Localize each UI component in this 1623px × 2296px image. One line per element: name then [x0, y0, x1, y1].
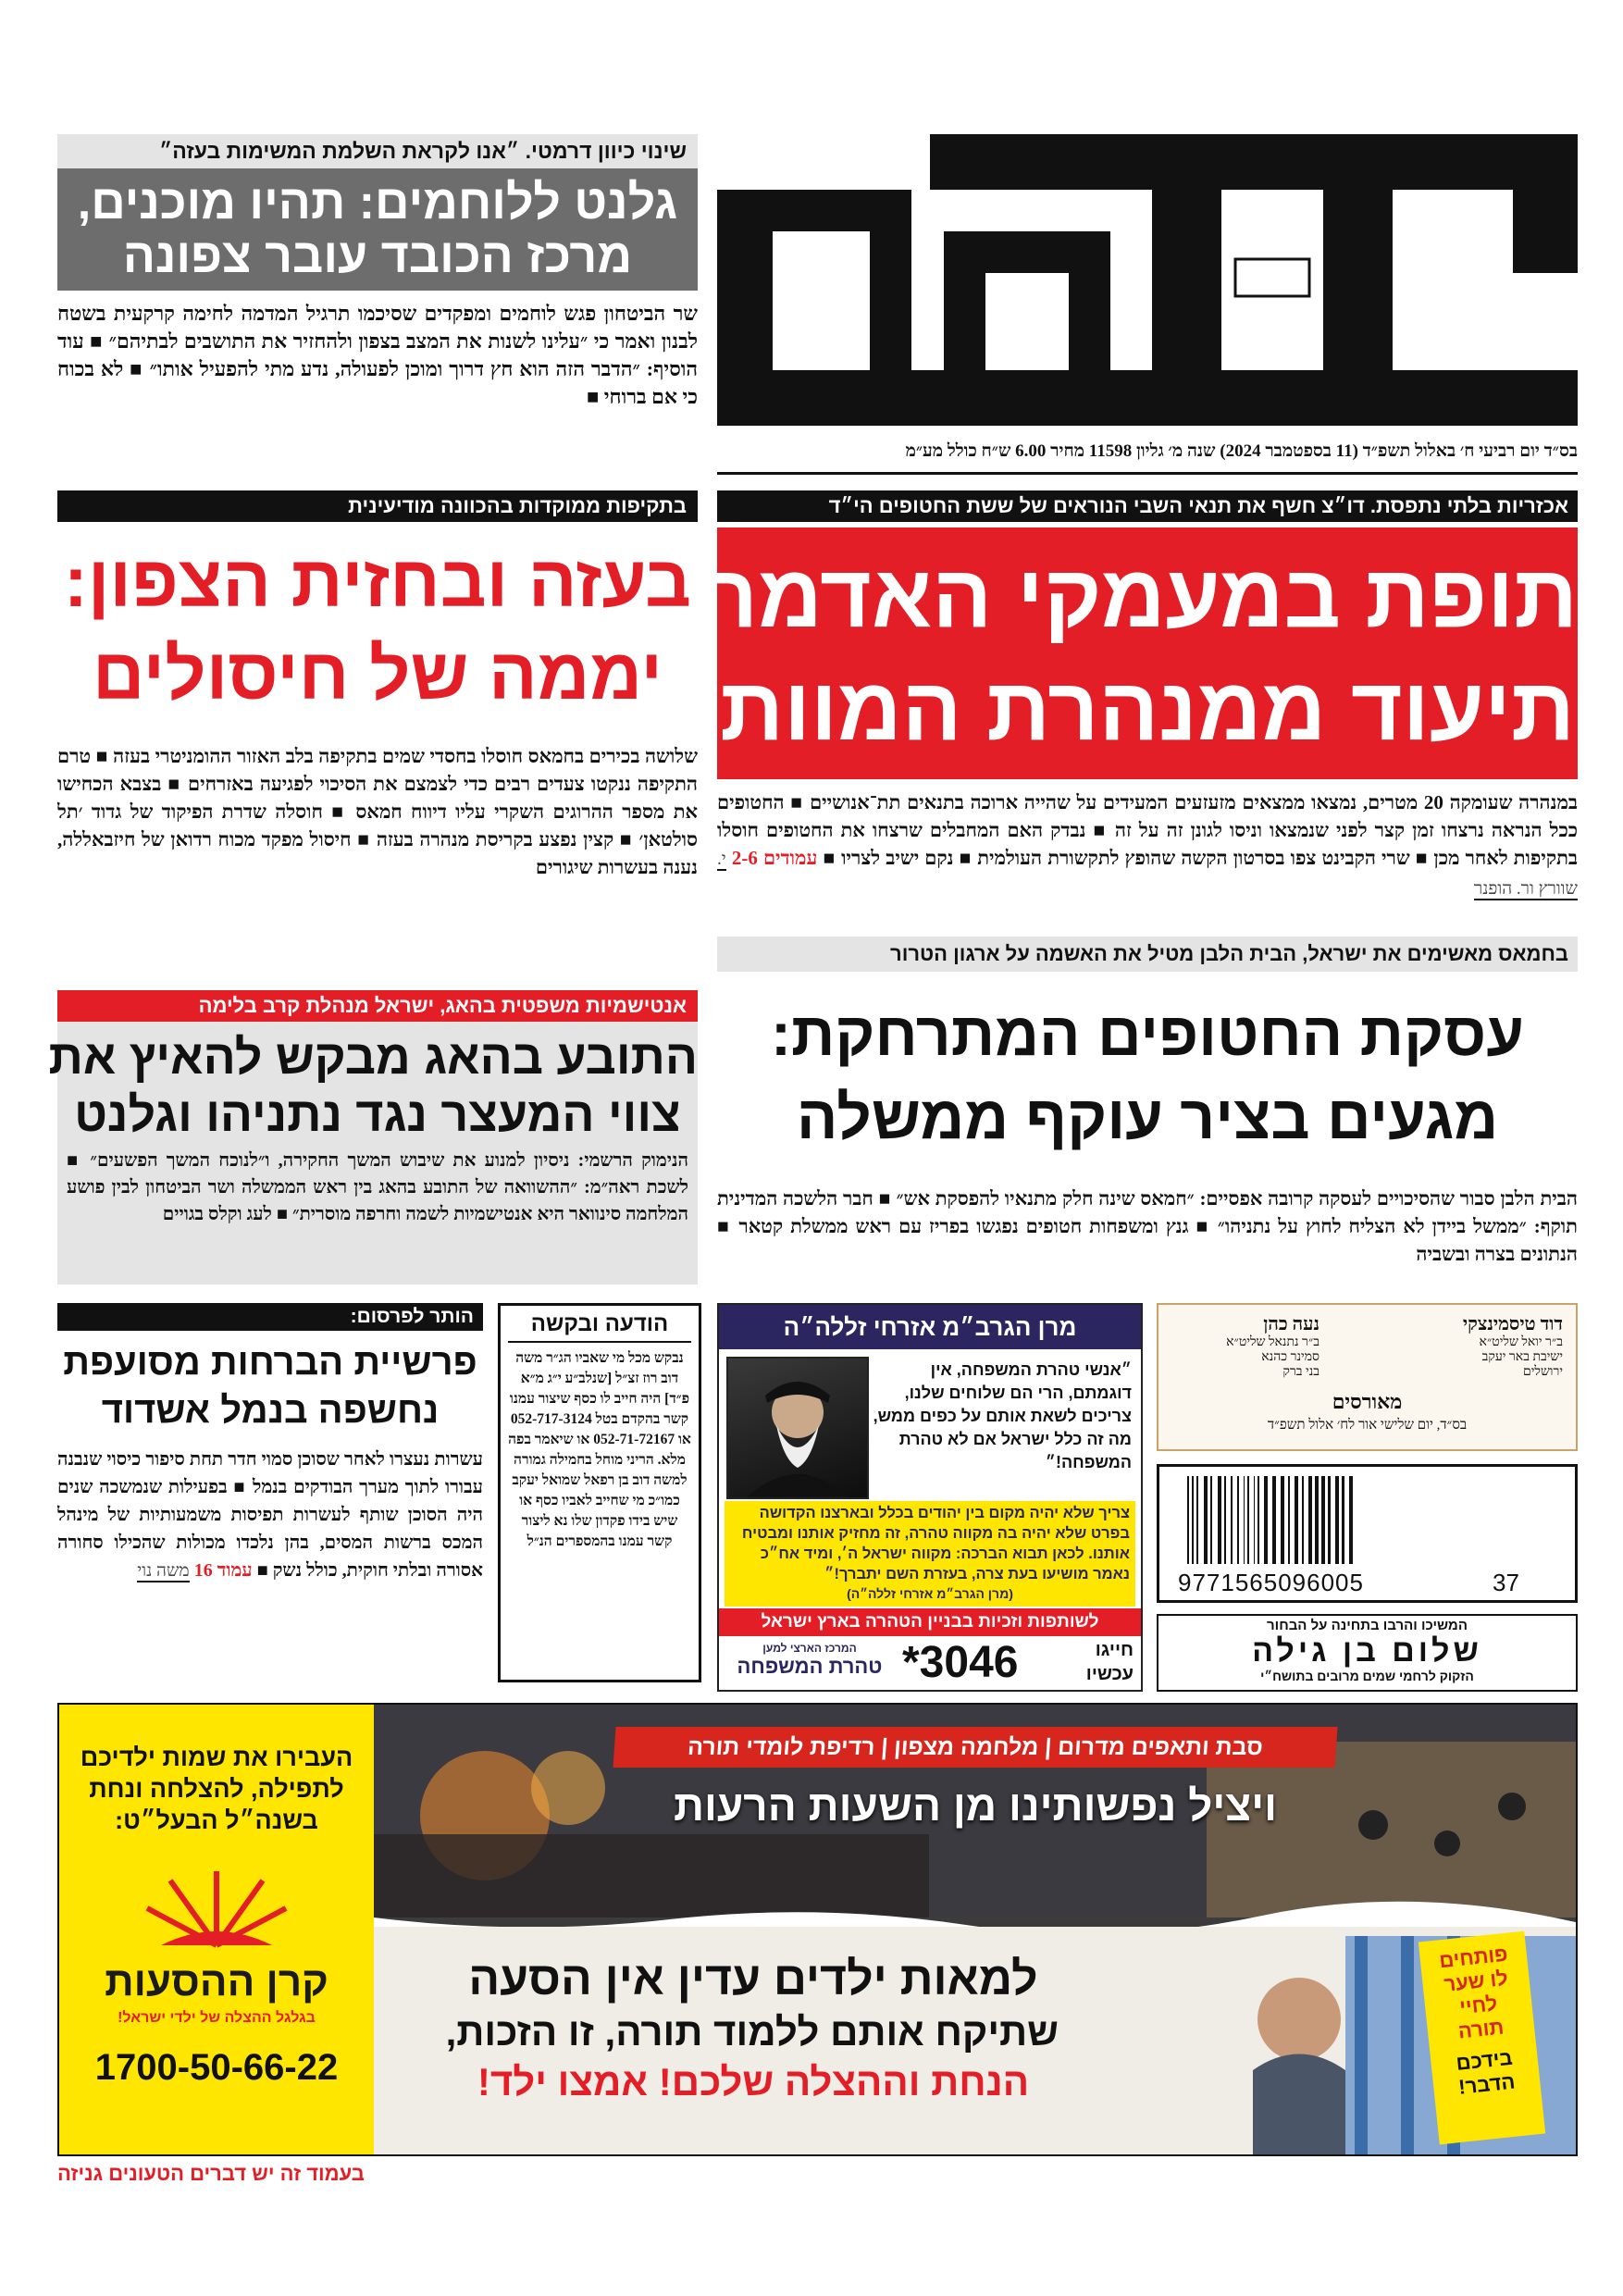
ad-keren-yellow-panel — [59, 1705, 374, 2156]
ad-keren-badge-line5: בידכם — [1455, 2045, 1514, 2075]
barcode-bar — [1237, 1476, 1239, 1564]
barcode-bar — [1321, 1476, 1325, 1564]
ad-taharat-title: מרן הגרב״מ אזרחי זללה״ה — [783, 1313, 1077, 1341]
story-strikes-headline-line2: יממה של חיסולים — [92, 633, 663, 714]
prayer-line2: הזקוק לרחמי שמים מרובים בתושח״י — [1260, 1669, 1474, 1683]
masthead-rule — [717, 472, 1578, 475]
story-strikes-kicker: בתקיפות ממוקדות בהכוונה מודיעינית — [57, 490, 698, 522]
story-hostages-kicker: אכזריות בלתי נתפסת. דו״צ חשף את תנאי השבי הנוראים של ששת החטופים הי״ד — [717, 490, 1578, 522]
story-hostages-body — [717, 788, 1578, 903]
story-ashdod-headline-line2: נחשפה בנמל אשדוד — [101, 1390, 440, 1431]
barcode-bar — [1218, 1476, 1221, 1564]
ad-taharat-quote2: צריך שלא יהיה מקום בין יהודים בכלל ובארצנו הקדושה בפרט שלא יהיה בה מקווה טהרה, זה מחזיק אותנו ומבטיח אותנו. לכאן תבוא הברכה: מקווה ישראל ה׳, ומיד אח״כ נאמר מושיעו בעת צרה, בעזרת השם יתברך!״ — [725, 1501, 1135, 1590]
barcode-bar — [1335, 1476, 1339, 1564]
story-deal-kicker: בחמאס מאשימים את ישראל, הבית הלבן מטיל את האשמה על ארגון הטרור — [717, 937, 1578, 972]
story-gallant-headline-line2: מרכז הכובד עובר צפונה — [122, 230, 633, 283]
ad-keren-badge-line4: תורה — [1456, 2015, 1505, 2043]
ad-keren-badge-line6: הדבר! — [1457, 2069, 1517, 2099]
ad-keren-logo-sub: בגלגל ההצלה של ילדי ישראל! — [118, 2010, 316, 2026]
barcode-bar — [1204, 1476, 1208, 1564]
notice-text: נבקש מכל מי שאביו הג״ר משה דוב רוז זצ״ל [שנלב״ע י״ג מ״א פ״ד] היה חייב לו כסף שיצור עמנו קשר בהקדם בטל 052-717-3124 או 052-71-72167 או שיאמר בפה מלא. הריני מוחל בחמילה גמורה למשה דוב בן רפאל שמואל יעקב כמו״כ מי שחייב לאביו כסף או שיש בידו פקדון שלו נא ליצור קשר עמנו בהמספרים הנ״ל — [508, 1350, 691, 1549]
barcode-bar — [1258, 1476, 1259, 1564]
barcode-bar — [1244, 1476, 1245, 1564]
notice-title: הודעה ובקשה — [508, 1311, 691, 1343]
barcode-bar — [1247, 1476, 1249, 1564]
story-ashdod-headline — [57, 1338, 483, 1438]
footer-note: בעמוד זה יש דברים הטעונים גניזה — [57, 2162, 365, 2185]
story-hostages-headline-line1: תופת במעמקי האדמה, — [673, 547, 1578, 646]
story-hostages-author: י. שוורץ ור. הופנר — [717, 850, 1578, 899]
barcode-bar — [1264, 1476, 1268, 1564]
ad-keren-yellow-text: העבירו את שמות ילדיכם לתפילה, להצלחה ונחת בשנה״ל הבעל״ט: — [80, 1744, 353, 1834]
ad-taharat-org-sub: המרכז הארצי למען — [762, 1642, 857, 1655]
story-gallant-headline — [57, 168, 698, 291]
ad-taharat[interactable] — [717, 1303, 1143, 1692]
story-ashdod-body — [57, 1446, 483, 1677]
barcode-bar — [1315, 1476, 1319, 1564]
barcode-bar — [1196, 1476, 1198, 1564]
story-strikes-body: שלושה בכירים בחמאס חוסלו בחסדי שמים בתקיפה בלב האזור ההומניטרי בעזה ■ טרם התקיפה ננקטו צעדים רבים כדי לצמצם את הסיכוי לפגיעה באזרחים ■ בצבא הכחישו את מספר ההרוגים השקרי עליו דיווח חמאס ■ חוסלה שדרת הפיקוד של גדוד ׳תל סולטאן׳ ■ קצין נפצע בקריסת מנהרה בעזה ■ חיסול מפקד מכוח רדואן של חיזבאללה, נענה בעשרות שיגורים — [57, 745, 698, 878]
ad-taharat-cta — [902, 1640, 1134, 1688]
ad-keren-badge-line1: פותחים — [1438, 1942, 1509, 1973]
story-gallant-kicker: שינוי כיוון דרמטי. ״אנו לקראת השלמת המשימות בעזה״ — [57, 134, 698, 168]
story-ashdod — [57, 1303, 483, 1682]
story-hague-body: הנימוק הרשמי: ניסיון למנוע את שיבוש המשך החקירה, ו״לנוכח המשך הפשעים״ ■ לשכת ראה״מ: ״ההשוואה של התובע בהאג בין ראש הממשלה ושר הביטחון לבין פושע המלחמה סינוואר היא אנטישמיות לשמה וחרפה מוסרית״ ■ לעג וקלס בגויים — [67, 1150, 688, 1224]
barcode-issue: 37 — [1493, 1569, 1519, 1596]
story-ashdod-author: משה נוי — [137, 1561, 190, 1581]
mazal-tov-right-name: דוד טיסמינצקי — [1462, 1314, 1563, 1334]
mazal-tov-left-line1: ב״ר נתנאל שליט״א — [1226, 1335, 1319, 1349]
story-ashdod-page-ref[interactable]: עמוד 16 — [193, 1560, 253, 1581]
barcode-bar — [1342, 1476, 1344, 1564]
mazal-tov-center-label: מאורסים — [1332, 1390, 1403, 1413]
barcode-bar — [1272, 1476, 1276, 1564]
barcode-bar — [1231, 1476, 1233, 1564]
story-gallant-headline-line1: גלנט ללוחמים: תהיו מוכנים, — [77, 176, 678, 230]
mazal-tov-right-line1: ב״ר יואל שליט״א — [1479, 1335, 1563, 1349]
story-strikes-headline — [57, 535, 698, 729]
barcode-bar — [1224, 1476, 1226, 1564]
ad-taharat-org — [726, 1642, 893, 1688]
barcode-box — [1157, 1464, 1578, 1603]
barcode-bar — [1281, 1476, 1284, 1564]
story-hostages-body-text: במנהרה שעומקה 20 מטרים, נמצאו ממצאים מזעזעים המעידים על שהייה ארוכה בתנאים תת־אנושיים ■ החטופים ככל הנראה נרצחו זמן קצר לפני שנמצאו וניסו לגונן זה על זה ■ נבדק האם המחבלים שרצחו את החטופים חוסלו בתקיפות לאחר מכן ■ שרי הקבינט צפו בסרטון הקשה שהופץ לתקשורת העולמית ■ נקם ישיב לצריו ■ — [717, 791, 1578, 869]
ad-taharat-quote: ״אנשי טהרת המשפחה, אין דוגמתם, הרי הם שלוחים שלנו, צריכים לשאת אותם על כפים ממש, מה זה כלל ישראל אם לא טהרת המשפחה!״ — [873, 1360, 1132, 1471]
story-strikes — [57, 490, 698, 972]
mazal-tov-date: בס״ד, יום שלישי אור לח׳ אלול תשפ״ד — [1267, 1418, 1468, 1433]
mazal-tov-left-line3: בני ברק — [1282, 1365, 1319, 1379]
notice-box — [498, 1303, 701, 1682]
mazal-tov-right — [1387, 1314, 1563, 1380]
rabbi-portrait-icon — [728, 1359, 867, 1497]
story-deal-headline-line2: מגעים בציר עוקף ממשלה — [796, 1083, 1499, 1151]
prayer-line1: המשיכו והרבו בתחינה על הבחור — [1267, 1618, 1468, 1633]
story-hostages-headline — [673, 527, 1578, 779]
story-hague-headline-line2: צווי המעצר נגד נתניהו וגלנט — [74, 1088, 681, 1142]
mazal-tov-left — [1171, 1314, 1319, 1380]
mazal-tov-box — [1157, 1303, 1578, 1451]
story-hague — [48, 990, 698, 1285]
story-ashdod-headline-line1: פרשיית הברחות מסועפת — [63, 1342, 477, 1383]
barcode-number: 9771565096005 — [1178, 1569, 1364, 1596]
story-strikes-headline-line1: בעזה ובחזית הצפון: — [63, 540, 692, 622]
ad-taharat-photo — [726, 1357, 869, 1499]
barcode-bar — [1328, 1476, 1331, 1564]
story-hague-kicker: אנטישמיות משפטית בהאג, ישראל מנהלת קרב בלימה — [57, 990, 698, 1022]
keren-logo-sun-icon — [133, 1862, 300, 1955]
ad-taharat-cta-top: חייגו — [1095, 1640, 1134, 1660]
ad-keren-hasaot[interactable] — [57, 1703, 1578, 2156]
barcode-bar — [1192, 1476, 1194, 1564]
story-ashdod-kicker: הותר לפרסום: — [57, 1303, 483, 1331]
mazal-tov-left-line2: סמינר כהנא — [1261, 1350, 1319, 1364]
ad-taharat-bottom-line: לשותפות וזכיות בבניין הטהרה בארץ ישראל — [719, 1608, 1141, 1636]
mazal-tov-right-line3: ירושלים — [1523, 1365, 1563, 1379]
masthead-logo-art — [717, 134, 1578, 426]
barcode-bar — [1308, 1476, 1312, 1564]
ad-taharat-top — [719, 1305, 1141, 1349]
barcode-bar — [1349, 1476, 1353, 1564]
story-hostages-page-ref[interactable]: עמודים 2-6 — [731, 847, 818, 869]
story-deal-headline-line1: עסקת החטופים המתרחקת: — [770, 999, 1525, 1068]
story-ashdod-body-text: עשרות נעצרו לאחר שסוכן סמוי חדר תחת סיפור כיסוי שנבנה עבורו לתוך מערך הבודקים בנמל ■ בפעילות שנמשכה שנים היה הסוכן שותף לעשרות תפיסות משמעותיות של מינהל המכס ברשות המסים, בהן נלכדו מכולות שהכילו סחורה אסורה ובלתי חוקית, כולל נשק ■ — [57, 1449, 483, 1581]
story-deal — [717, 937, 1578, 1297]
ad-keren-main — [445, 1950, 1059, 2107]
barcode-bar — [1210, 1476, 1212, 1564]
ad-keren-phone[interactable]: 1700-50-66-22 — [94, 2047, 339, 2088]
ad-keren-tag-row: סבת ותאפים מדרום | מלחמה מצפון | רדיפת לומדי תורה — [613, 1727, 1337, 1768]
masthead-logo — [717, 134, 1578, 426]
barcode-bar — [1288, 1476, 1290, 1564]
story-hostages-headline-line2: תיעוד ממנהרת המוות — [720, 660, 1575, 759]
ad-keren-main-line2: שתיקח אותם ללמוד תורה, זו הזכות, — [445, 2010, 1059, 2054]
story-gallant — [57, 134, 698, 477]
story-hostages — [673, 490, 1578, 925]
barcode-bar — [1187, 1476, 1189, 1564]
ad-keren-main-line3: הנחת וההצלה שלכם! אמצו ילד! — [477, 2060, 1030, 2104]
prayer-box — [1157, 1614, 1578, 1692]
ad-taharat-cta-bottom: עכשיו — [1085, 1664, 1134, 1684]
ad-taharat-signature: (מרן הגרב״מ אזרחי זללה״ה) — [725, 1586, 1135, 1607]
ad-keren-badge-line3: לחיי — [1458, 1992, 1499, 2019]
prayer-name: שלום בן גילה — [1252, 1633, 1482, 1669]
masthead-dateline: בס״ד יום רביעי ח׳ באלול תשפ״ד (11 בספטמבר 2024) שנה מ׳ גליון 11598 מחיר 6.00 ש״ח כולל מע״מ — [905, 441, 1578, 461]
story-deal-body: הבית הלבן סבור שהסיכויים לעסקה קרובה אפסיים: ״חמאס שינה חלק מתנאיו להפסקת אש״ ■ חבר הלשכה המדינית תוקף: ״ממשל ביידן לא הצליח לחוץ על נתניהו״ ■ גנץ ומשפחות חטופים נפגשו בפריז עם ראש ממשלת קטאר ■ הנתונים בצרה ובשביה — [717, 1187, 1578, 1265]
barcode-bar — [1295, 1476, 1298, 1564]
ad-keren-badge — [1419, 1931, 1545, 2145]
story-hague-headline-line1: התובע בהאג מבקש להאיץ את — [48, 1031, 698, 1085]
ad-taharat-phone[interactable]: *3046 — [902, 1638, 1019, 1687]
story-hague-headline — [48, 1029, 698, 1148]
story-gallant-body: שר הביטחון פגש לוחמים ומפקדים שסיכמו תרגיל המדמה לחימה קרקעית בשטח לבנון ואמר כי ״עלינו לשנות את המצב בצפון ולהחזיר את התושבים לבתיהם״ ■ עוד הוסיף: ״הדבר הזה הוא חץ דרוך ומוכן לפעולה, נדע מתי להפעיל אותו״ ■ לא בכוח כי אם ברוחי ■ — [57, 302, 698, 408]
ad-keren-tagline: ויציל נפשותינו מן השעות הרעות — [673, 1781, 1278, 1830]
ad-taharat-org-name: טהרת המשפחה — [737, 1655, 883, 1678]
mazal-tov-right-line2: ישיבת באר יעקב — [1481, 1350, 1563, 1364]
ad-keren-logo-name: קרן ההסעות — [105, 1959, 328, 2004]
barcode-icon — [1183, 1476, 1554, 1564]
barcode-bar — [1302, 1476, 1304, 1564]
ad-keren-badge-line2: לו שער — [1443, 1966, 1509, 1996]
barcode-bar — [1254, 1476, 1255, 1564]
mazal-tov-left-name: נעה כהן — [1263, 1314, 1319, 1334]
ad-keren-main-line1: למאות ילדים עדין אין הסעה — [468, 1953, 1038, 2004]
story-deal-headline — [717, 992, 1578, 1168]
